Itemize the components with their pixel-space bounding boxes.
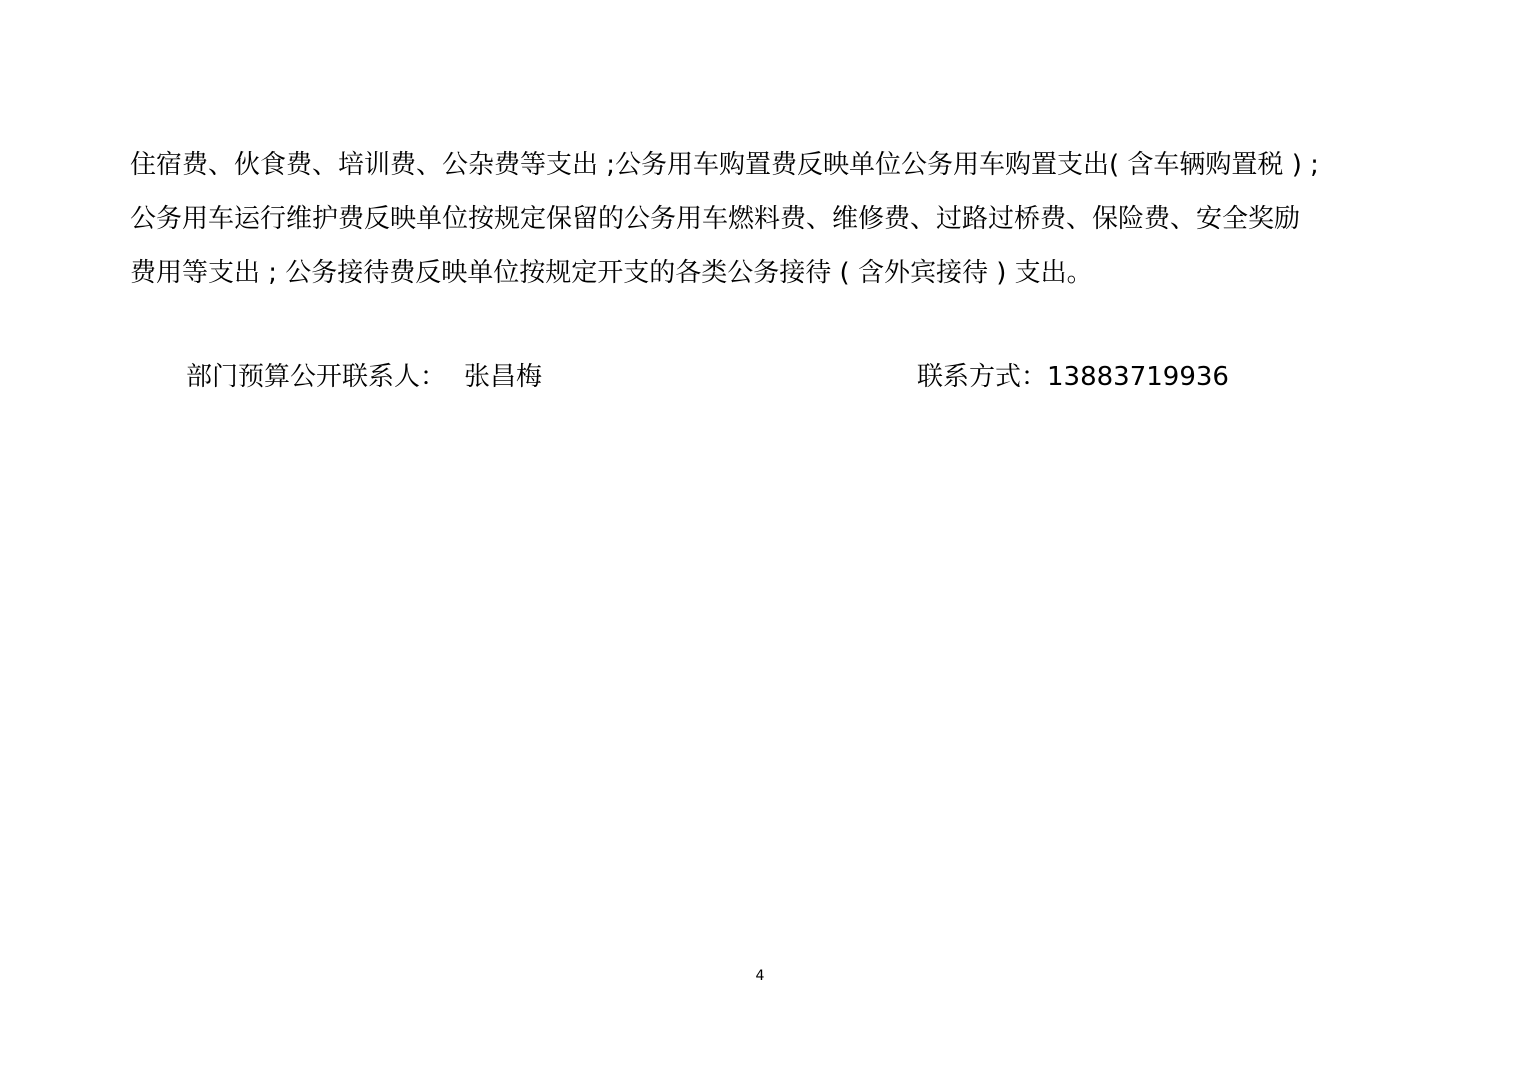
body-paragraph	[130, 138, 1392, 300]
contact-method-label: 联系方式：	[917, 362, 1048, 392]
contact-phone-number: 13883719936	[1047, 362, 1229, 392]
contact-person	[186, 352, 542, 402]
body-line-3: 费用等支出 ; 公务接待费反映单位按规定开支的各类公务接待 ( 含外宾接待 ) 支出。	[130, 258, 1093, 288]
contact-method	[917, 352, 1229, 402]
contact-person-label: 部门预算公开联系人：	[186, 362, 447, 392]
contact-info	[0, 352, 1520, 402]
contact-person-name: 张昌梅	[464, 362, 543, 392]
body-line-2: 公务用车运行维护费反映单位按规定保留的公务用车燃料费、维修费、过路过桥费、保险费、安全奖励	[130, 204, 1301, 234]
body-line-1: 住宿费、伙食费、培训费、公杂费等支出 ;公务用车购置费反映单位公务用车购置支出( 含车辆购置税 ) ;	[130, 150, 1319, 180]
page-number: 4	[755, 968, 765, 984]
